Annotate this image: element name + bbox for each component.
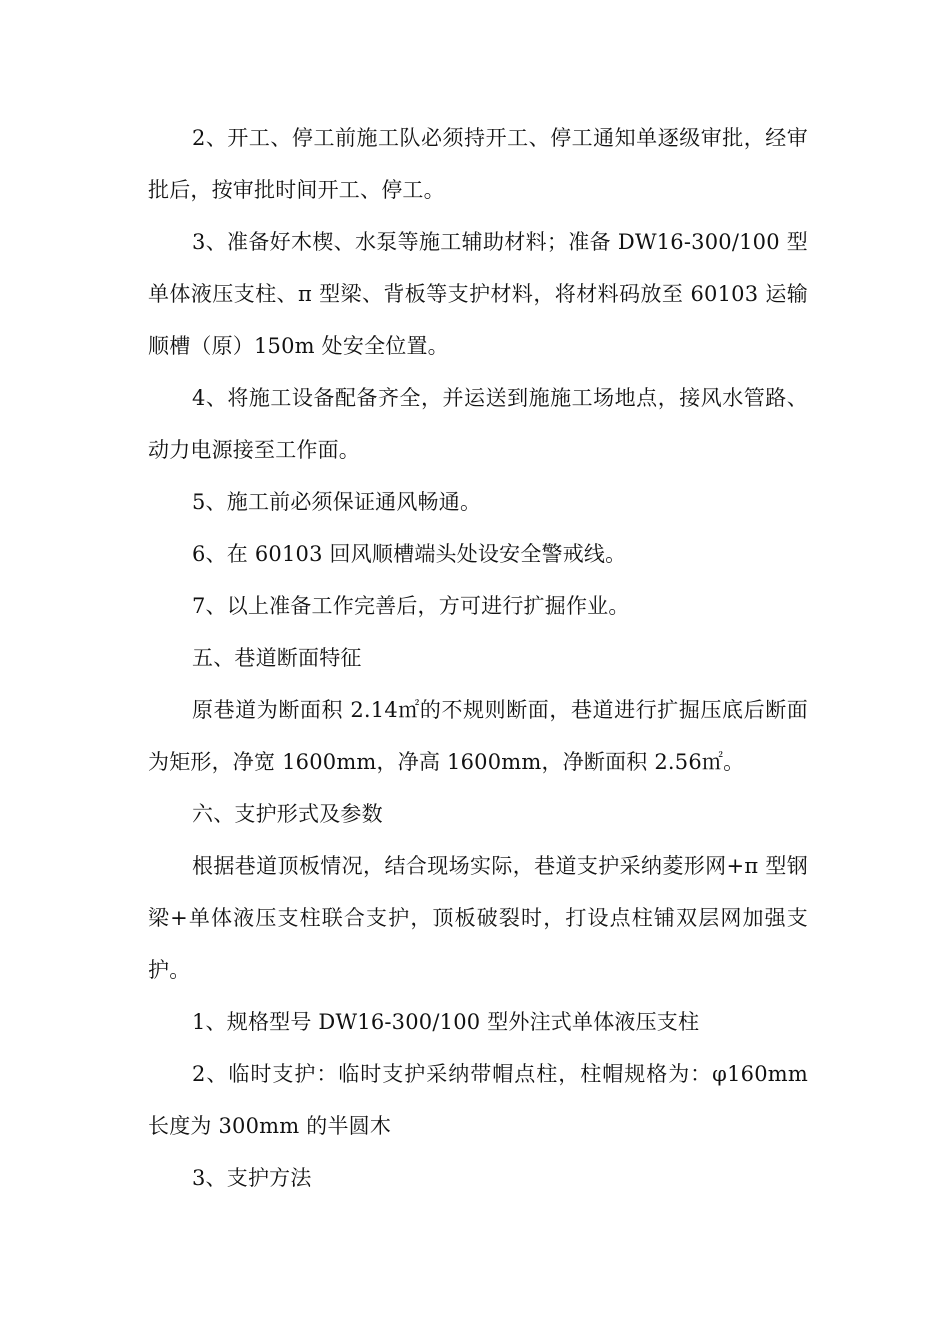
paragraph-preparation-complete: 7、以上准备工作完善后，方可进行扩掘作业。 [192, 594, 630, 618]
paragraph-materials: 3、准备好木楔、水泵等施工辅助材料；准备 DW16-300/100 型单体液压支柱、π 型梁、背板等支护材料，将材料码放至 60103 运输顺槽（原）150m 处安全位置。 [148, 230, 808, 358]
document-body [148, 112, 808, 1204]
paragraph-equipment: 4、将施工设备配备齐全，并运送到施施工场地点，接风水管路、动力电源接至工作面。 [148, 386, 808, 462]
paragraph-temporary-support: 2、临时支护：临时支护采纳带帽点柱，柱帽规格为：φ160mm 长度为 300mm 的半圆木 [148, 1062, 808, 1138]
paragraph-approval: 2、开工、停工前施工队必须持开工、停工通知单逐级审批，经审批后，按审批时间开工、停工。 [148, 126, 808, 202]
paragraph-support-description: 根据巷道顶板情况，结合现场实际，巷道支护采纳菱形网+π 型钢梁+单体液压支柱联合支护，顶板破裂时，打设点柱铺双层网加强支护。 [148, 854, 808, 982]
paragraph-ventilation: 5、施工前必须保证通风畅通。 [192, 490, 482, 514]
paragraph-section-dimensions: 原巷道为断面积 2.14㎡的不规则断面，巷道进行扩掘压底后断面为矩形，净宽 1600mm，净高 1600mm，净断面积 2.56㎡。 [148, 698, 808, 774]
section-heading-roadway-section: 五、巷道断面特征 [192, 646, 362, 670]
paragraph-warning-line: 6、在 60103 回风顺槽端头处设安全警戒线。 [192, 542, 627, 566]
section-heading-support-form: 六、支护形式及参数 [192, 802, 383, 826]
paragraph-prop-model: 1、规格型号 DW16-300/100 型外注式单体液压支柱 [192, 1010, 700, 1034]
paragraph-support-method: 3、支护方法 [192, 1166, 312, 1190]
